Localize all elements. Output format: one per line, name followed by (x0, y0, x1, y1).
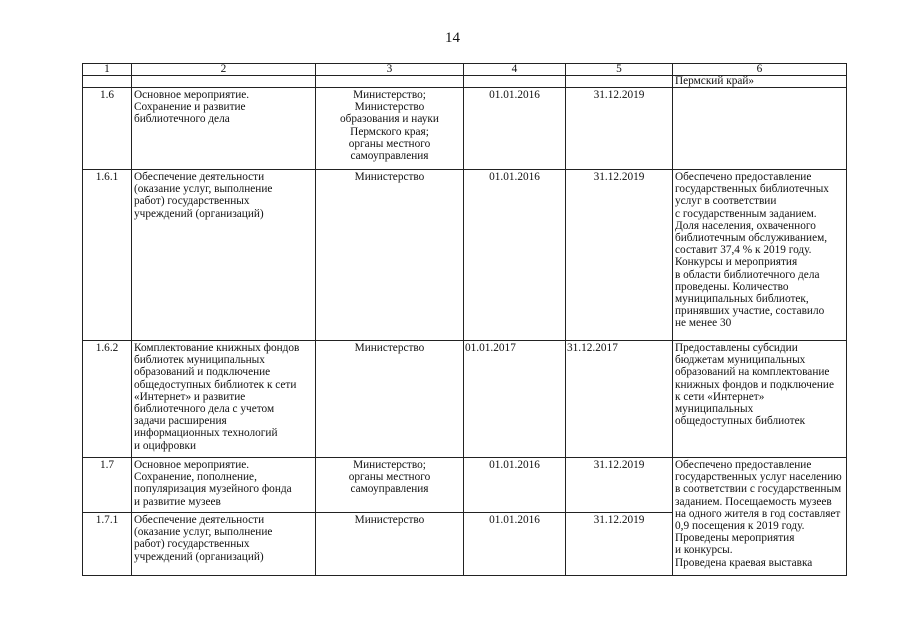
continuation-result: Пермский край» (673, 76, 847, 88)
activity-name: Обеспечение деятельности (оказание услуг, выполнение работ) государственных учреждений (организаций) (132, 513, 316, 576)
result: Обеспечено предоставление государственных библиотечных услуг в соответствии с государственным заданием. Доля населения, охваченного библиотечным обслуживанием, составит 37,4 % к 2019 году. Конкурсы и мероприятия в области библиотечного дела проведены. Количество муниципальных библиотек, принявших участие, составило не менее 30 (673, 170, 847, 341)
start-date: 01.01.2016 (464, 88, 566, 170)
start-date: 01.01.2016 (464, 458, 566, 513)
start-date: 01.01.2017 (464, 341, 566, 458)
table-row (83, 458, 847, 513)
page-number: 14 (445, 30, 460, 46)
header-col-1: 1 (83, 64, 132, 76)
result: Предоставлены субсидии бюджетам муниципальных образований на комплектование книжных фондов и подключение к сети «Интернет» муниципальных общедоступных библиотек (673, 341, 847, 458)
table-row (83, 88, 847, 170)
executor: Министерство; Министерство образования и науки Пермского края; органы местного самоуправления (316, 88, 464, 170)
end-date: 31.12.2019 (566, 88, 673, 170)
executor: Министерство; органы местного самоуправления (316, 458, 464, 513)
activities-table (82, 63, 847, 576)
executor: Министерство (316, 170, 464, 341)
executor: Министерство (316, 513, 464, 576)
continuation-row (83, 76, 847, 88)
table-row (83, 341, 847, 458)
end-date: 31.12.2017 (566, 341, 673, 458)
result: Обеспечено предоставление государственных услуг населению в соответствии с государственным заданием. Посещаемость музеев на одного жителя в год составляет 0,9 посещения к 2019 году. Проведены мероприятия и конкурсы. Проведена краевая выставка (673, 458, 847, 576)
row-number: 1.7.1 (83, 513, 132, 576)
activity-name: Основное мероприятие. Сохранение и развитие библиотечного дела (132, 88, 316, 170)
header-col-6: 6 (673, 64, 847, 76)
activity-name: Обеспечение деятельности (оказание услуг, выполнение работ) государственных учреждений (организаций) (132, 170, 316, 341)
end-date: 31.12.2019 (566, 513, 673, 576)
result (673, 88, 847, 170)
header-col-5: 5 (566, 64, 673, 76)
header-row (83, 64, 847, 76)
activity-name: Основное мероприятие. Сохранение, пополнение, популяризация музейного фонда и развитие музеев (132, 458, 316, 513)
activity-name: Комплектование книжных фондов библиотек муниципальных образований и подключение общедоступных библиотек к сети «Интернет» и развитие библиотечного дела с учетом задачи расширения информационных технологий и оцифровки (132, 341, 316, 458)
row-number: 1.7 (83, 458, 132, 513)
executor: Министерство (316, 341, 464, 458)
row-number: 1.6.2 (83, 341, 132, 458)
header-col-3: 3 (316, 64, 464, 76)
header-col-4: 4 (464, 64, 566, 76)
start-date: 01.01.2016 (464, 170, 566, 341)
end-date: 31.12.2019 (566, 170, 673, 341)
start-date: 01.01.2016 (464, 513, 566, 576)
row-number: 1.6.1 (83, 170, 132, 341)
header-col-2: 2 (132, 64, 316, 76)
end-date: 31.12.2019 (566, 458, 673, 513)
row-number: 1.6 (83, 88, 132, 170)
table-row (83, 170, 847, 341)
